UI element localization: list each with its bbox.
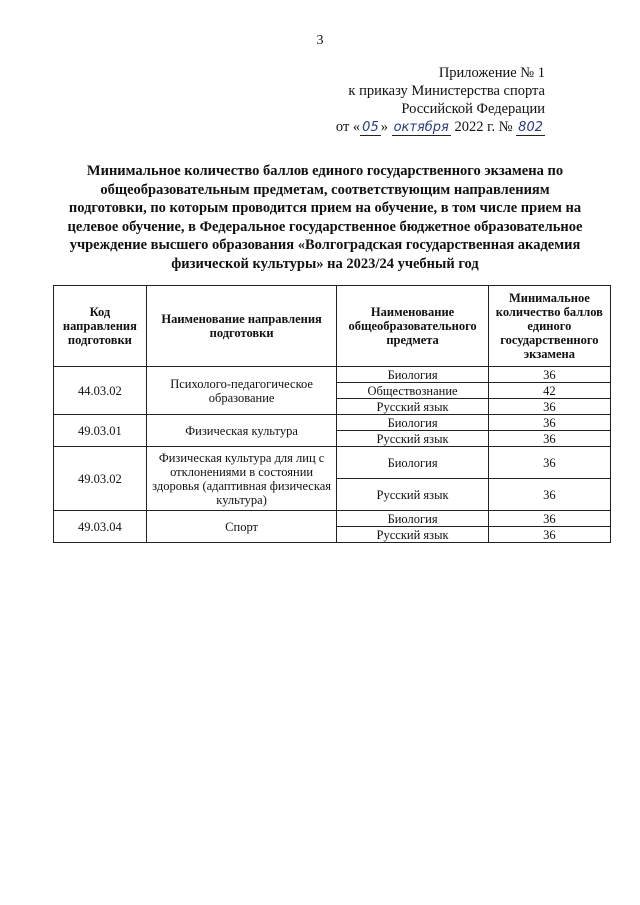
table-row xyxy=(54,511,611,527)
subject-cell: Биология xyxy=(337,447,488,479)
order-date-line xyxy=(285,118,545,137)
score-cell: 36 xyxy=(488,447,610,479)
date-day: 05 xyxy=(362,120,379,135)
direction-name: Физическая культура для лиц с отклонениями в состоянии здоровья (адаптивная физическая культура) xyxy=(146,447,337,511)
appendix-line-2: к приказу Министерства спорта xyxy=(348,83,545,99)
direction-name: Спорт xyxy=(146,511,337,543)
score-cell: 36 xyxy=(488,399,610,415)
subject-cell: Русский язык xyxy=(337,479,488,511)
date-mid: » xyxy=(380,119,388,135)
date-month: октября xyxy=(393,120,449,135)
direction-code: 44.03.02 xyxy=(54,367,147,415)
score-cell: 36 xyxy=(488,527,610,543)
date-year: 2022 г. № xyxy=(454,119,513,135)
score-cell: 36 xyxy=(488,415,610,431)
score-cell: 36 xyxy=(488,431,610,447)
subject-cell: Русский язык xyxy=(337,527,488,543)
subject-cell: Русский язык xyxy=(337,431,488,447)
direction-code: 49.03.04 xyxy=(54,511,147,543)
appendix-block xyxy=(285,64,545,137)
document-title: Минимальное количество баллов единого государственного экзамена по общеобразовательным предметам, соответствующим направлениям подготовки, по которым проводится прием на обучение, в том числе прием на целевое обучение, в Федеральное государственное бюджетное образовательное учреждение высшего образования «Волгоградская государственная академия физической культуры» на 2023/24 учебный год xyxy=(67,163,583,272)
header-min-score: Минимальное количество баллов единого государственного экзамена xyxy=(488,286,610,367)
score-cell: 36 xyxy=(488,511,610,527)
scores-table xyxy=(53,285,611,543)
direction-code: 49.03.01 xyxy=(54,415,147,447)
order-number: 802 xyxy=(518,120,543,135)
table-header-row xyxy=(54,286,611,367)
score-cell: 36 xyxy=(488,479,610,511)
table-row xyxy=(54,367,611,383)
appendix-line-3: Российской Федерации xyxy=(401,101,545,117)
table-row xyxy=(54,447,611,479)
subject-cell: Биология xyxy=(337,511,488,527)
direction-code: 49.03.02 xyxy=(54,447,147,511)
subject-cell: Биология xyxy=(337,367,488,383)
subject-cell: Русский язык xyxy=(337,399,488,415)
header-direction-name: Наименование направления подготовки xyxy=(146,286,337,367)
direction-name: Психолого-педагогическое образование xyxy=(146,367,337,415)
subject-cell: Обществознание xyxy=(337,383,488,399)
score-cell: 42 xyxy=(488,383,610,399)
header-subject: Наименование общеобразовательного предмета xyxy=(337,286,488,367)
page-number: 3 xyxy=(316,33,324,48)
header-code: Код направления подготовки xyxy=(54,286,147,367)
date-prefix: от « xyxy=(335,119,361,135)
appendix-line-1: Приложение № 1 xyxy=(438,65,545,81)
table-row xyxy=(54,415,611,431)
score-cell: 36 xyxy=(488,367,610,383)
direction-name: Физическая культура xyxy=(146,415,337,447)
subject-cell: Биология xyxy=(337,415,488,431)
